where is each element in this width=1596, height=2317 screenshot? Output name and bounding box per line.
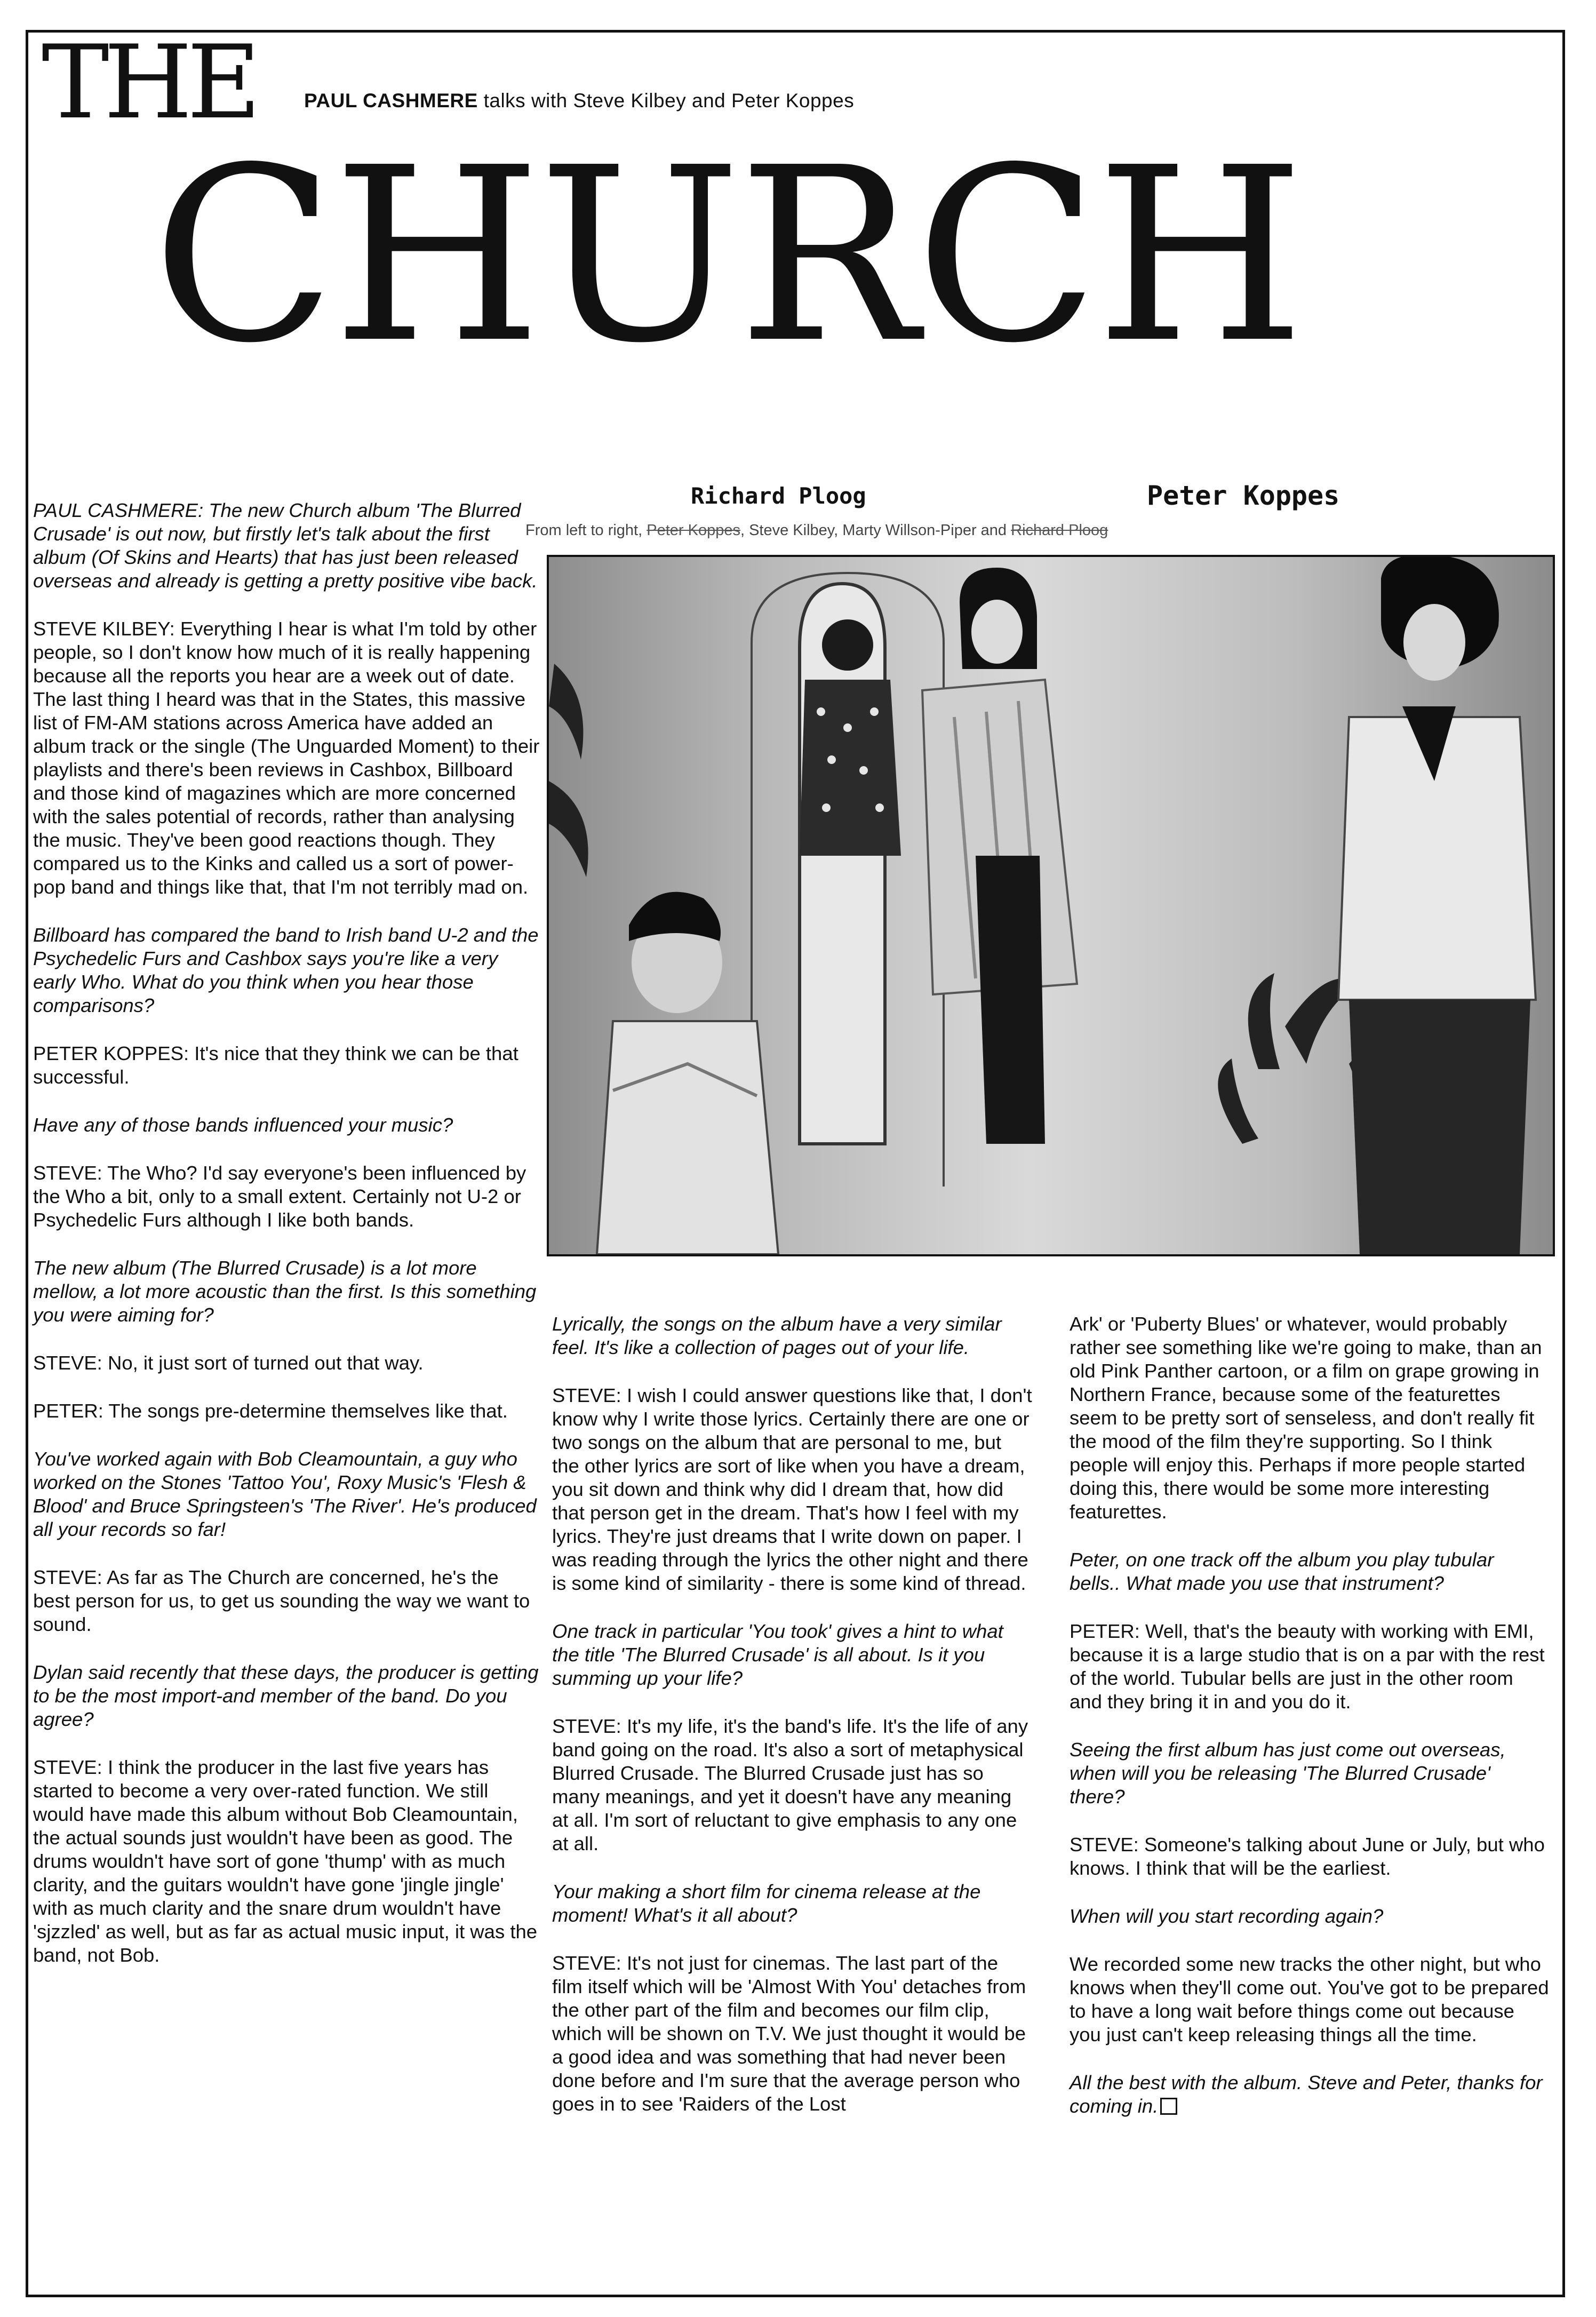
end-mark-icon [1160, 2098, 1177, 2115]
question-paragraph: One track in particular 'You took' gives a hint to what the title 'The Blurred Crusade' is all about. Is it you summing up your life? [552, 1620, 1003, 1689]
answer-paragraph: STEVE: I think the producer in the last five years has started to become a very over-rated function. We still would have made this album without Bob Cleamountain, the actual sounds just wouldn't have been as good. The drums wouldn't have sort of gone 'thump' with as much clarity, and the guitars wouldn't have gone 'jingle jingle' with as much clarity and the snare drum wouldn't have 'sjzzled' as well, but as far as actual music input, it was the band, not Bob. [33, 1756, 538, 1966]
caption-mid: , Steve Kilbey, Marty Willson-Piper and [740, 522, 1011, 539]
band-photo [547, 555, 1555, 1256]
article-column-2 [552, 1312, 1032, 2140]
answer-paragraph: STEVE: As far as The Church are concerned, he's the best person for us, to get us sounding the way we want to sound. [33, 1566, 530, 1635]
band-photo-illustration [549, 557, 1553, 1254]
photo-caption [525, 522, 1108, 539]
article-column-3 [1070, 1312, 1550, 2143]
title-the: THE [42, 23, 256, 141]
caption-lead: From left to right, [525, 522, 647, 539]
question-paragraph: Peter, on one track off the album you play tubular bells.. What made you use that instrument? [1070, 1549, 1494, 1594]
answer-paragraph: STEVE: Someone's talking about June or July, but who knows. I think that will be the earliest. [1070, 1834, 1545, 1879]
closing-paragraph [1070, 2071, 1550, 2118]
handwritten-label-koppes: Peter Koppes [1147, 480, 1340, 511]
question-paragraph: Have any of those bands influenced your music? [33, 1114, 453, 1136]
question-paragraph: When will you start recording again? [1070, 1905, 1384, 1927]
answer-paragraph: PETER: The songs pre-determine themselves like that. [33, 1400, 508, 1422]
answer-paragraph: PETER: Well, that's the beauty with working with EMI, because it is a large studio that is on a par with the rest of the world. Tubular bells are just in the other room and they bring it in and you do it. [1070, 1620, 1545, 1713]
question-paragraph: Billboard has compared the band to Irish band U-2 and the Psychedelic Furs and Cashbox says you're like a very early Who. What do you think when you hear those comparisons? [33, 924, 539, 1016]
byline-rest: talks with Steve Kilbey and Peter Koppes [477, 90, 855, 112]
answer-paragraph: STEVE KILBEY: Everything I hear is what I'm told by other people, so I don't know how much of it is really happening because all the reports you hear are a week out of date. The last thing I heard was that in the States, this massive list of FM-AM stations across America have added an album track or the single (The Unguarded Moment) to their playlists and there's been reviews in Cashbox, Billboard and those kind of magazines which are more concerned with the sales potential of records, rather than analysing the music. They've been good reactions though. They compared us to the Kinks and called us a sort of power-pop band and things like that, that I'm not terribly mad on. [33, 618, 540, 898]
answer-paragraph: STEVE: The Who? I'd say everyone's been influenced by the Who a bit, only to a small extent. Certainly not U-2 or Psychedelic Furs although I like both bands. [33, 1162, 526, 1231]
question-paragraph: You've worked again with Bob Cleamountain, a guy who worked on the Stones 'Tattoo You', Roxy Music's 'Flesh & Blood' and Bruce Springsteen's 'The River'. He's produced all your records so far! [33, 1448, 537, 1540]
caption-struck-name-2: Richard Ploog [1011, 522, 1108, 539]
question-paragraph: Seeing the first album has just come out overseas, when will you be releasing 'The Blurred Crusade' there? [1070, 1739, 1506, 1808]
answer-paragraph: Ark' or 'Puberty Blues' or whatever, would probably rather see something like we're going to make, than an old Pink Panther cartoon, or a film on grape growing in Northern France, because some of the featurettes seem to be pretty sort of senseless, and don't really fit the mood of the film they're supporting. So I think people will enjoy this. Perhaps if more people started doing this, there would be some more interesting featurettes. [1070, 1313, 1542, 1523]
article-column-1 [33, 499, 540, 1992]
answer-paragraph: STEVE: It's not just for cinemas. The last part of the film itself which will be 'Almost With You' detaches from the other part of the film and becomes our film clip, which will be shown on T.V. We just thought it would be a good idea and was something that had never been done before and I'm sure that the average person who goes in to see 'Raiders of the Lost [552, 1952, 1026, 2115]
answer-paragraph: STEVE: It's my life, it's the band's life. It's the life of any band going on the road. It's also a sort of metaphysical Blurred Crusade. The Blurred Crusade just has so many meanings, and yet it doesn't have any meaning at all. I'm sort of reluctant to give emphasis to any one at all. [552, 1715, 1028, 1854]
byline-author: PAUL CASHMERE [304, 90, 478, 112]
answer-paragraph: STEVE: No, it just sort of turned out that way. [33, 1352, 424, 1374]
byline [304, 90, 854, 112]
question-paragraph: The new album (The Blurred Crusade) is a lot more mellow, a lot more acoustic than the first. Is this something you were aiming for? [33, 1257, 537, 1326]
answer-paragraph: We recorded some new tracks the other night, but who knows when they'll come out. You've got to be prepared to have a long wait before things come out because you just can't keep releasing things all the time. [1070, 1953, 1549, 2045]
answer-paragraph: PETER KOPPES: It's nice that they think we can be that successful. [33, 1042, 518, 1088]
handwritten-label-ploog: Richard Ploog [691, 483, 866, 509]
title-church: CHURCH [152, 116, 1302, 396]
question-paragraph: PAUL CASHMERE: The new Church album 'The Blurred Crusade' is out now, but firstly let's talk about the first album (Of Skins and Hearts) that has just been released overseas and already is getting a pretty positive vibe back. [33, 499, 538, 592]
closing-text: All the best with the album. Steve and Peter, thanks for coming in. [1070, 2072, 1543, 2117]
answer-paragraph: STEVE: I wish I could answer questions like that, I don't know why I write those lyrics. Certainly there are one or two songs on the album that are personal to me, but the other lyrics are sort of like when you have a dream, you sit down and think why did I dream that, how did that person get in the dream. That's how I feel with my lyrics. They're just dreams that I write down on paper. I was reading through the lyrics the other night and there is some kind of similarity - there is some kind of thread. [552, 1384, 1032, 1594]
caption-struck-name-1: Peter Koppes [647, 522, 740, 539]
question-paragraph: Lyrically, the songs on the album have a very similar feel. It's like a collection of pages out of your life. [552, 1313, 1002, 1358]
question-paragraph: Your making a short film for cinema release at the moment! What's it all about? [552, 1881, 981, 1926]
question-paragraph: Dylan said recently that these days, the producer is getting to be the most import-and member of the band. Do you agree? [33, 1661, 539, 1730]
